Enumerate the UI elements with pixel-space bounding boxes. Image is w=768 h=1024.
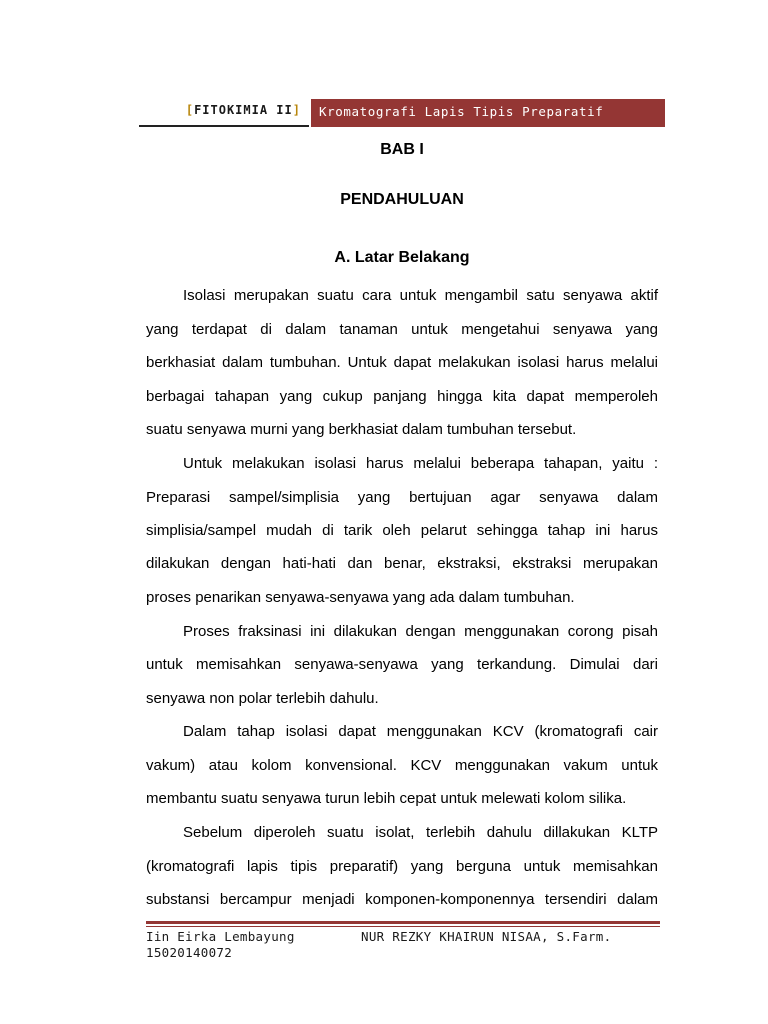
- footer-nim: 15020140072: [146, 945, 233, 960]
- body-line: senyawa non polar terlebih dahulu.: [146, 690, 379, 707]
- footer-lecturer: NUR REZKY KHAIRUN NISAA, S.Farm.: [361, 929, 612, 944]
- body-line: simplisia/sampel mudah di tarik oleh pelarut sehingga tahap ini harus: [146, 522, 658, 539]
- body-line: untuk memisahkan senyawa-senyawa yang terkandung. Dimulai dari: [146, 656, 658, 673]
- body-line: dilakukan dengan hati-hati dan benar, ekstraksi, ekstraksi merupakan: [146, 555, 658, 572]
- header-course-box: [139, 99, 309, 127]
- body-line: suatu senyawa murni yang berkhasiat dalam tumbuhan tersebut.: [146, 421, 577, 438]
- body-line: berkhasiat dalam tumbuhan. Untuk dapat melakukan isolasi harus melalui: [146, 354, 658, 371]
- header-topic-box: [311, 99, 665, 127]
- header-course: [186, 103, 301, 117]
- body-line: Preparasi sampel/simplisia yang bertujuan agar senyawa dalam: [146, 489, 658, 506]
- header-course-label: FITOKIMIA II: [194, 103, 293, 117]
- body-line: Dalam tahap isolasi dapat menggunakan KCV (kromatografi cair: [183, 723, 658, 740]
- body-line: substansi bercampur menjadi komponen-komponennya tersendiri dalam: [146, 891, 658, 908]
- footer-author: Iin Eirka Lembayung: [146, 929, 295, 944]
- page-header: [139, 99, 665, 127]
- header-bracket-open: [: [185, 103, 195, 117]
- section-heading: A. Latar Belakang: [334, 249, 470, 266]
- footer-rule-thick: [146, 921, 660, 924]
- body-line: Sebelum diperoleh suatu isolat, terlebih dahulu dillakukan KLTP: [183, 824, 658, 841]
- body-line: berbagai tahapan yang cukup panjang hingga kita dapat memperoleh: [146, 388, 658, 405]
- body-line: proses penarikan senyawa-senyawa yang ada dalam tumbuhan.: [146, 589, 575, 606]
- body-line: Proses fraksinasi ini dilakukan dengan menggunakan corong pisah: [183, 623, 658, 640]
- body-line: Isolasi merupakan suatu cara untuk mengambil satu senyawa aktif: [183, 287, 658, 304]
- header-topic: Kromatografi Lapis Tipis Preparatif: [319, 104, 604, 119]
- chapter-title: PENDAHULUAN: [340, 191, 464, 208]
- body-line: Untuk melakukan isolasi harus melalui beberapa tahapan, yaitu :: [183, 455, 658, 472]
- body-line: vakum) atau kolom konvensional. KCV menggunakan vakum untuk: [146, 757, 658, 774]
- header-bracket-close: ]: [292, 103, 301, 117]
- footer-rule-thin: [146, 926, 660, 927]
- chapter-heading: BAB I: [380, 141, 424, 158]
- body-line: membantu suatu senyawa turun lebih cepat untuk melewati kolom silika.: [146, 790, 627, 807]
- body-line: (kromatografi lapis tipis preparatif) yang berguna untuk memisahkan: [146, 858, 658, 875]
- body-line: yang terdapat di dalam tanaman untuk mengetahui senyawa yang: [146, 321, 658, 338]
